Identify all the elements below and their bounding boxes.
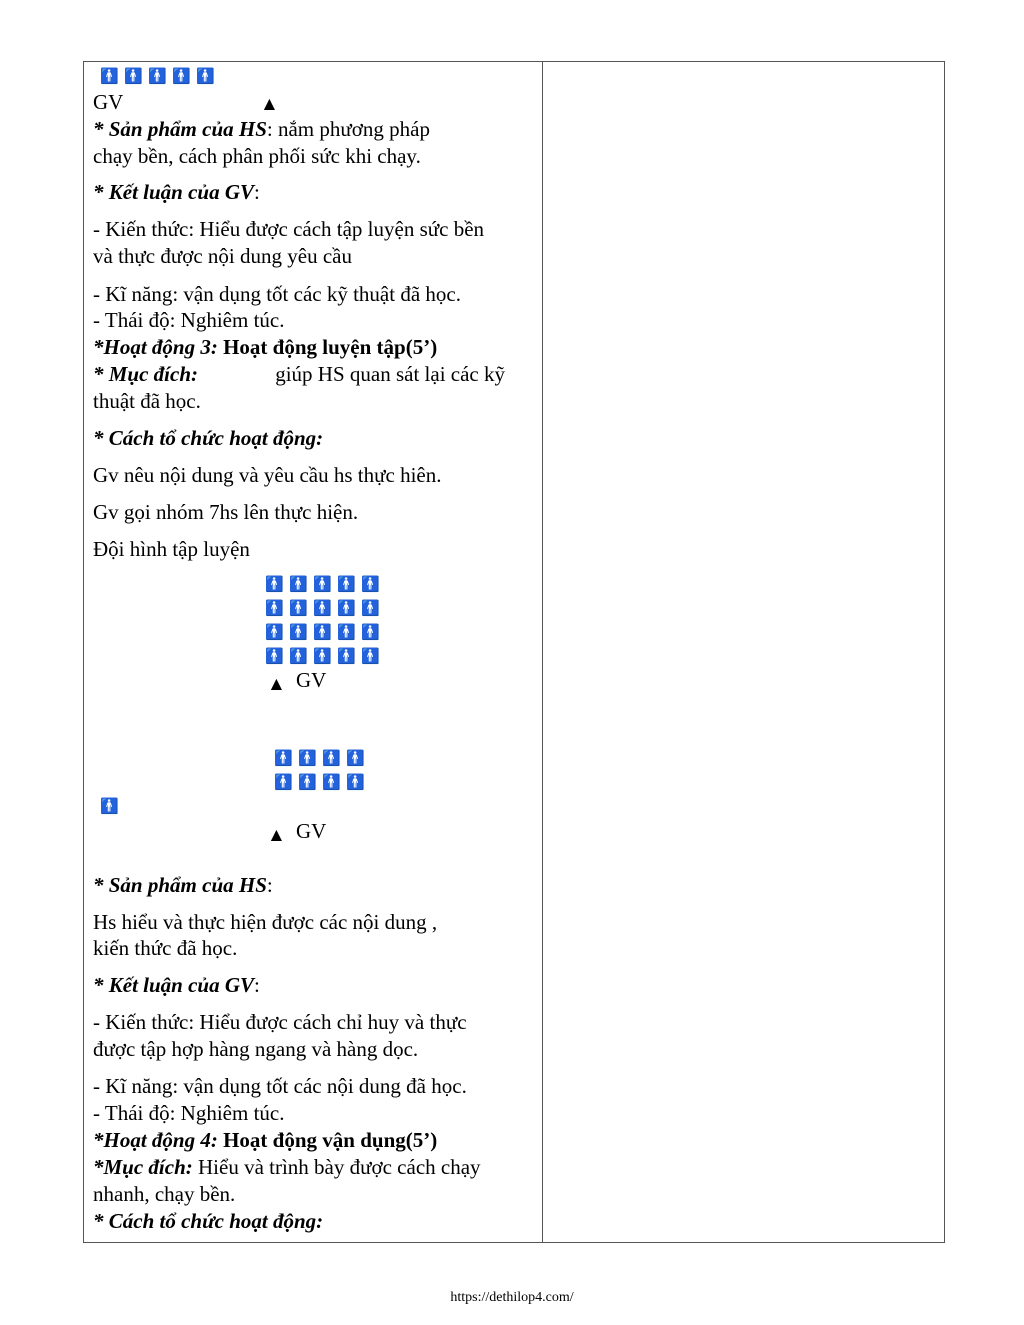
student-icon: 🚹 — [337, 577, 359, 593]
student-icon: 🚹 — [337, 649, 359, 665]
gv-label: GV — [296, 819, 327, 843]
knowledge-line: được tập hợp hàng ngang và hàng dọc. — [93, 1037, 419, 1061]
knowledge-line: - Kiến thức: Hiểu được cách chỉ huy và thực — [93, 1010, 467, 1034]
formation-row — [264, 572, 384, 599]
student-icon: 🚹 — [346, 751, 368, 767]
activity-3-purpose: * Mục đích: giúp HS quan sát lại các kỹ — [93, 362, 505, 386]
student-icon: 🚹 — [172, 69, 194, 85]
teacher-triangle-icon: ▲ — [267, 825, 286, 846]
student-icon: 🚹 — [298, 775, 320, 791]
student-icon: 🚹 — [313, 601, 335, 617]
activity-3-purpose-cont: thuật đã học. — [93, 389, 201, 413]
formation-row — [273, 770, 369, 797]
activity-4-organization-heading: * Cách tổ chức hoạt động: — [93, 1209, 324, 1233]
student-icon: 🚹 — [274, 775, 296, 791]
student-icon: 🚹 — [274, 751, 296, 767]
student-icon: 🚹 — [322, 751, 344, 767]
runner-icon-row — [99, 794, 123, 821]
attitude-line: - Thái độ: Nghiêm túc. — [93, 308, 285, 332]
student-icon: 🚹 — [361, 625, 383, 641]
gv-label: GV — [93, 90, 124, 114]
student-icon: 🚹 — [289, 577, 311, 593]
skill-line: - Kĩ năng: vận dụng tốt các kỹ thuật đã học. — [93, 282, 461, 306]
student-icon: 🚹 — [124, 69, 146, 85]
student-product-text: kiến thức đã học. — [93, 936, 238, 960]
student-product-text: Hs hiểu và thực hiện được các nội dung , — [93, 910, 438, 934]
formation-label: Đội hình tập luyện — [93, 537, 250, 561]
student-icon: 🚹 — [313, 649, 335, 665]
lesson-plan-table — [83, 61, 945, 1243]
student-icon: 🚹 — [100, 799, 122, 815]
teacher-conclusion-heading: * Kết luận của GV: — [93, 180, 260, 204]
student-icon: 🚹 — [196, 69, 218, 85]
activity-4-purpose-cont: nhanh, chạy bền. — [93, 1182, 236, 1206]
organization-text: Gv gọi nhóm 7hs lên thực hiện. — [93, 500, 359, 524]
student-product-heading: * Sản phẩm của HS: — [93, 873, 273, 897]
knowledge-line: và thực được nội dung yêu cầu — [93, 244, 352, 268]
teacher-conclusion-heading: * Kết luận của GV: — [93, 973, 260, 997]
student-icon: 🚹 — [361, 649, 383, 665]
formation-row — [264, 596, 384, 623]
student-icon: 🚹 — [337, 625, 359, 641]
column-divider — [542, 62, 543, 1242]
student-row-top — [99, 64, 219, 91]
student-icon: 🚹 — [313, 625, 335, 641]
student-icon: 🚹 — [346, 775, 368, 791]
teacher-triangle-icon: ▲ — [267, 674, 286, 695]
student-product-text: chạy bền, cách phân phối sức khi chạy. — [93, 144, 421, 168]
activity-4-heading: *Hoạt động 4: Hoạt động vận dụng(5’) — [93, 1128, 438, 1152]
student-icon: 🚹 — [313, 577, 335, 593]
organization-text: Gv nêu nội dung và yêu cầu hs thực hiên. — [93, 463, 442, 487]
formation-row — [273, 746, 369, 773]
student-icon: 🚹 — [289, 649, 311, 665]
footer-url[interactable]: https://dethilop4.com/ — [450, 1290, 574, 1305]
teacher-triangle-icon: ▲ — [260, 94, 279, 115]
student-icon: 🚹 — [361, 577, 383, 593]
student-icon: 🚹 — [265, 625, 287, 641]
activity-3-heading: *Hoạt động 3: Hoạt động luyện tập(5’) — [93, 335, 438, 359]
student-icon: 🚹 — [265, 601, 287, 617]
student-product-heading: * Sản phẩm của HS: nắm phương pháp — [93, 117, 430, 141]
activity-4-purpose: *Mục đích: Hiểu và trình bày được cách chạy — [93, 1155, 481, 1179]
student-icon: 🚹 — [322, 775, 344, 791]
student-icon: 🚹 — [298, 751, 320, 767]
gv-label: GV — [296, 668, 327, 692]
skill-line: - Kĩ năng: vận dụng tốt các nội dung đã học. — [93, 1074, 467, 1098]
formation-row — [264, 620, 384, 647]
student-icon: 🚹 — [289, 601, 311, 617]
activity-3-organization-heading: * Cách tổ chức hoạt động: — [93, 426, 324, 450]
student-icon: 🚹 — [337, 601, 359, 617]
knowledge-line: - Kiến thức: Hiểu được cách tập luyện sức bền — [93, 217, 485, 241]
student-icon: 🚹 — [265, 577, 287, 593]
attitude-line: - Thái độ: Nghiêm túc. — [93, 1101, 285, 1125]
student-icon: 🚹 — [148, 69, 170, 85]
student-icon: 🚹 — [289, 625, 311, 641]
student-icon: 🚹 — [265, 649, 287, 665]
student-icon: 🚹 — [361, 601, 383, 617]
student-icon: 🚹 — [100, 69, 122, 85]
